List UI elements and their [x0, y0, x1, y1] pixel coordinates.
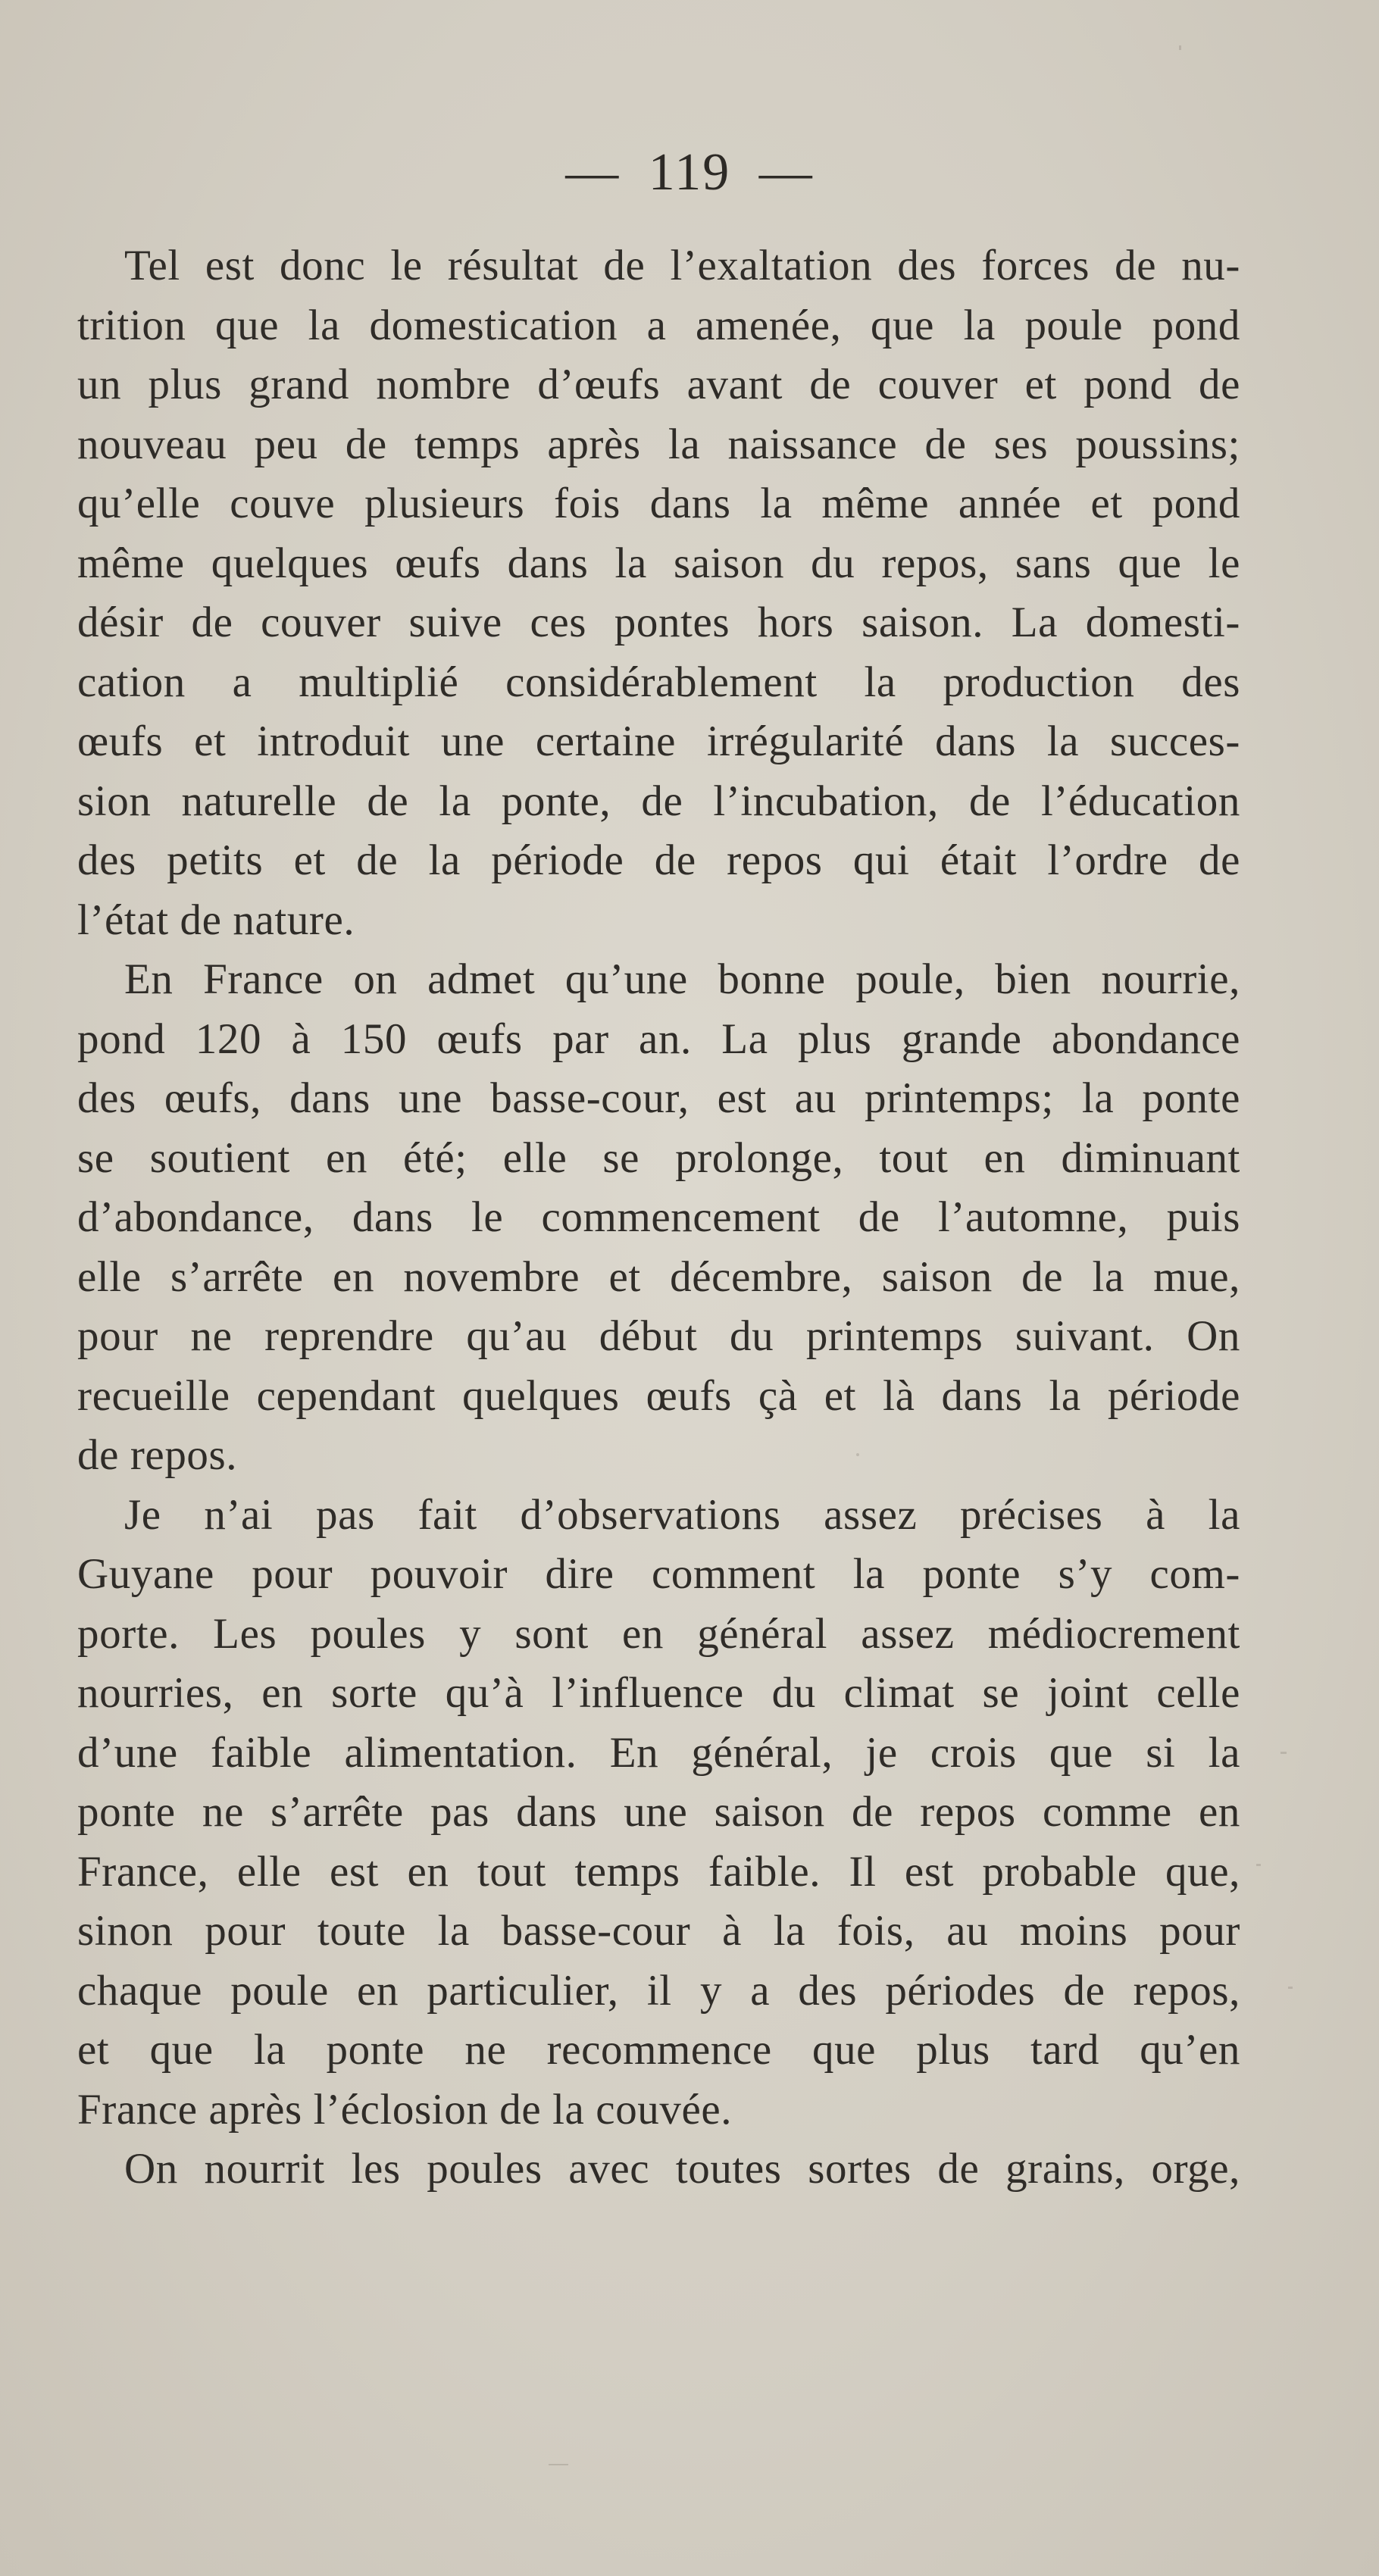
text-line: d’une faible alimentation. En général, je crois que si la — [77, 1728, 1240, 1777]
text-line: On nourrit les poules avec toutes sortes de grains, orge, — [124, 2145, 1240, 2193]
text-line: pond 120 à 150 œufs par an. La plus grande abondance — [77, 1014, 1240, 1063]
paper-speck — [549, 2464, 568, 2465]
text-line: Tel est donc le résultat de l’exaltation des forces de nu- — [124, 242, 1240, 289]
text-line: nourries, en sorte qu’à l’influence du climat se joint celle — [77, 1669, 1240, 1717]
paragraph — [77, 1486, 1240, 2140]
text-line: même quelques œufs dans la saison du repos, sans que le — [77, 539, 1240, 587]
text-line: d’abondance, dans le commencement de l’automne, puis — [77, 1193, 1240, 1241]
text-line: sinon pour toute la basse-cour à la fois, au moins pour — [77, 1907, 1240, 1955]
text-line: porte. Les poules y sont en général assez médiocrement — [77, 1609, 1240, 1658]
text-line: des petits et de la période de repos qui était l’ordre de — [77, 836, 1240, 884]
text-line: elle s’arrête en novembre et décembre, saison de la mue, — [77, 1252, 1240, 1301]
text-line: France après l’éclosion de la couvée. — [77, 2085, 733, 2134]
text-line: et que la ponte ne recommence que plus tard qu’en — [77, 2026, 1240, 2074]
text-line: qu’elle couve plusieurs fois dans la même année et pond — [77, 480, 1240, 527]
text-line: l’état de nature. — [77, 896, 355, 944]
paper-speck — [856, 1453, 859, 1456]
page-number: — 119 — — [565, 143, 814, 202]
paragraph — [77, 950, 1240, 1486]
text-line: Je n’ai pas fait d’observations assez précises à la — [124, 1490, 1240, 1539]
text-line: nouveau peu de temps après la naissance de ses poussins; — [77, 420, 1240, 468]
paragraph — [77, 236, 1240, 950]
text-line: ponte ne s’arrête pas dans une saison de repos comme en — [77, 1788, 1240, 1836]
paper-speck — [1256, 1864, 1261, 1866]
text-line: sion naturelle de la ponte, de l’incubation, de l’éducation — [77, 777, 1240, 825]
text-line: France, elle est en tout temps faible. Il est probable que, — [77, 1847, 1240, 1896]
text-line: des œufs, dans une basse-cour, est au printemps; la ponte — [77, 1074, 1240, 1122]
text-line: un plus grand nombre d’œufs avant de couver et pond de — [77, 361, 1240, 408]
text-line: œufs et introduit une certaine irrégularité dans la succes- — [77, 717, 1240, 765]
body-text — [77, 236, 1240, 2199]
paper-speck — [1288, 1987, 1293, 1989]
text-line: se soutient en été; elle se prolonge, tout en diminuant — [77, 1133, 1240, 1182]
text-line: Guyane pour pouvoir dire comment la ponte s’y com- — [77, 1550, 1240, 1598]
text-line: recueille cependant quelques œufs çà et là dans la période — [77, 1371, 1240, 1420]
paper-speck — [1280, 1752, 1287, 1754]
text-line: chaque poule en particulier, il y a des périodes de repos, — [77, 1966, 1240, 2015]
text-line: pour ne reprendre qu’au début du printemps suivant. On — [77, 1312, 1240, 1360]
text-line: En France on admet qu’une bonne poule, bien nourrie, — [124, 955, 1240, 1003]
paragraph — [77, 2140, 1240, 2199]
paper-speck — [1179, 45, 1181, 50]
text-line: trition que la domestication a amenée, que la poule pond — [77, 301, 1240, 349]
text-line: désir de couver suive ces pontes hors saison. La domesti- — [77, 599, 1240, 646]
text-line: cation a multiplié considérablement la production des — [77, 658, 1240, 706]
text-line: de repos. — [77, 1431, 238, 1479]
